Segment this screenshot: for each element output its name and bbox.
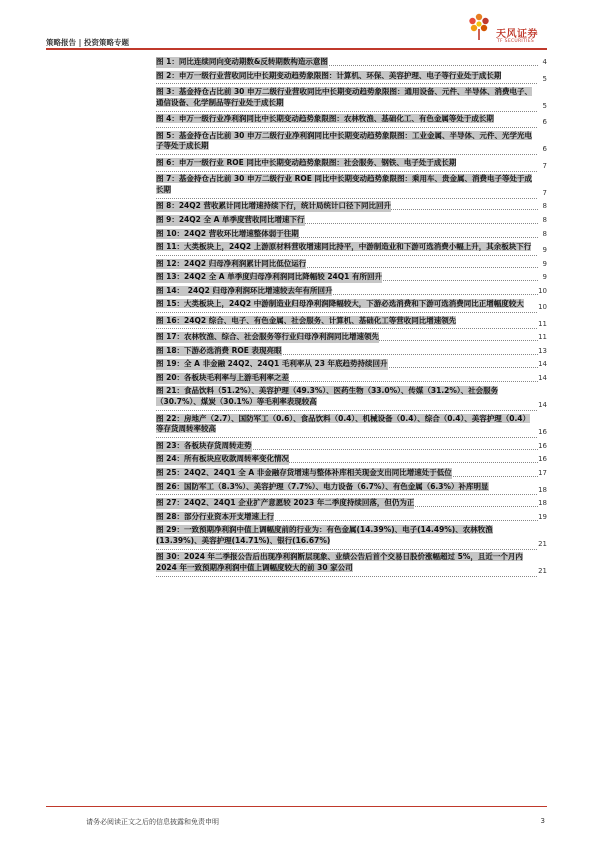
toc-entry[interactable] — [156, 414, 547, 439]
flower-logo-icon — [466, 12, 492, 42]
toc-entry[interactable] — [156, 272, 547, 283]
footer-rule — [46, 806, 547, 807]
header-rule — [46, 48, 547, 50]
toc-entry-page: 16 — [538, 428, 547, 437]
toc-entry-title: 图 12：24Q2 归母净利润累计同比低位运行 — [156, 258, 307, 268]
toc-entry-title: 图 10：24Q2 营收环比增速整体弱于往期 — [156, 228, 299, 238]
toc-entry-title: 图 7：基金持仓占比前 30 申万二级行业 ROE 同比中长期变动趋势象限图：乘用车、贵金属、消费电子等处于成长期 — [156, 174, 532, 194]
toc-entry-title: 图 13：24Q2 全 A 单季度归母净利润同比降幅较 24Q1 有所回升 — [156, 272, 382, 282]
toc-entry-title: 图 20：各板块毛利率与上游毛利率之差 — [156, 372, 290, 382]
header-title: 策略报告 | 投资策略专题 — [46, 38, 129, 47]
toc-entry[interactable] — [156, 332, 547, 343]
toc-entry-title: 图 29：一致预期净利润中值上调幅度前的行业为：有色金属(14.39%)、电子(14.49%)、农林牧渔(13.39%)、美容护理(14.71%)、银行(16.67%) — [156, 525, 493, 545]
toc-entry-page: 8 — [542, 202, 547, 211]
toc-entry-page: 7 — [542, 161, 547, 170]
page-number: 3 — [540, 817, 545, 825]
toc-entry-title: 图 15：大类板块上，24Q2 中游制造业归母净利润降幅较大，下游必选消费和下游可选消费同比正增幅度较大 — [156, 299, 524, 309]
toc-entry-title: 图 2：申万一级行业营收同比中长期变动趋势象限图：计算机、环保、美容护理、电子等行业处于成长期 — [156, 70, 502, 80]
dot-leader — [156, 148, 537, 155]
toc-entry-page: 19 — [538, 512, 547, 521]
toc-entry[interactable] — [156, 286, 547, 297]
toc-entry[interactable] — [156, 114, 547, 128]
toc-entry-title: 图 26：国防军工（8.3%）、美容护理（7.7%）、电力设备（6.7%）、有色金属（6.3%）补库明显 — [156, 481, 489, 491]
toc-entry[interactable] — [156, 174, 547, 199]
toc-entry[interactable] — [156, 131, 547, 156]
toc-entry-title: 图 6：申万一级行业 ROE 同比中长期变动趋势象限图：社会服务、钢铁、电子处于成长期 — [156, 157, 457, 167]
toc-entry[interactable] — [156, 359, 547, 370]
toc-entry-page: 16 — [538, 455, 547, 464]
toc-entry[interactable] — [156, 158, 547, 172]
toc-entry[interactable] — [156, 259, 547, 270]
toc-entry-page: 8 — [542, 215, 547, 224]
toc-entry-page: 10 — [538, 286, 547, 295]
figure-toc-list — [156, 57, 547, 580]
toc-entry[interactable] — [156, 454, 547, 465]
toc-entry[interactable] — [156, 552, 547, 577]
toc-entry-title: 图 14： 24Q2 归母净利润环比增速较去年有所回升 — [156, 285, 333, 295]
toc-entry-page: 9 — [542, 273, 547, 282]
toc-entry[interactable] — [156, 498, 547, 509]
toc-entry[interactable] — [156, 512, 547, 523]
logo-name-en: TF SECURITIES — [497, 39, 535, 44]
toc-entry[interactable] — [156, 229, 547, 240]
toc-entry-title: 图 27：24Q2、24Q1 企业扩产意愿较 2023 年二季度持续回落，但仍为正 — [156, 497, 415, 507]
toc-entry-page: 17 — [538, 469, 547, 477]
toc-entry-page: 10 — [538, 303, 547, 312]
toc-entry-title: 图 22：房地产（2.7）、国防军工（0.6）、食品饮料（0.4）、机械设备（0.4）、综合（0.4）、美容护理（0.4）等存货周转率较高 — [156, 413, 531, 434]
toc-entry[interactable] — [156, 215, 547, 226]
toc-entry[interactable] — [156, 525, 547, 550]
toc-entry-page: 8 — [542, 229, 547, 238]
toc-entry-page: 7 — [542, 188, 547, 197]
toc-entry-page: 9 — [542, 259, 547, 268]
toc-entry-page: 5 — [542, 101, 547, 110]
dot-leader — [156, 192, 537, 199]
toc-entry-title: 图 21：食品饮料（51.2%）、美容护理（49.3%）、医药生物（33.0%）、传媒（31.2%）、社会服务（30.7%）、煤炭（30.1%）等毛利率表现较高 — [156, 386, 499, 407]
toc-entry-title: 图 25：24Q2、24Q1 全 A 非金融存货增速与整体补库相关现金支出同比增速处于低位 — [156, 468, 452, 477]
toc-entry-page: 11 — [538, 333, 547, 342]
toc-entry-title: 图 5：基金持仓占比前 30 申万二级行业净利润同比中长期变动趋势象限图：工业金属、半导体、元件、光学光电子等处于成长期 — [156, 130, 532, 151]
toc-entry-title: 图 16：24Q2 综合、电子、有色金属、社会服务、计算机、基础化工等营收同比增速领先 — [156, 315, 457, 325]
toc-entry-title: 图 17：农林牧渔、综合、社会服务等行业归母净利润同比增速领先 — [156, 332, 380, 342]
toc-entry-page: 21 — [538, 539, 547, 548]
toc-entry-page: 11 — [538, 319, 547, 328]
company-logo — [466, 12, 556, 52]
disclaimer-note: 请务必阅读正文之后的信息披露和免责申明 — [86, 818, 219, 826]
toc-entry[interactable] — [156, 316, 547, 330]
toc-entry-title: 图 30：2024 年二季报公告后出现净利润断层现象、业绩公告后首个交易日股价涨幅超过 5%，且近一个月内 2024 年一致预期净利润中值上调幅度较大的前 30 家公司 — [156, 552, 523, 573]
toc-entry-page: 14 — [538, 373, 547, 382]
toc-entry-page: 18 — [538, 485, 547, 494]
toc-entry[interactable] — [156, 468, 547, 479]
toc-entry-title: 图 8：24Q2 营收累计同比增速持续下行，统计局统计口径下同比回升 — [156, 201, 391, 211]
logo-name-cn: 天风证券 — [496, 29, 538, 40]
toc-entry-title: 图 19：全 A 非金融 24Q2、24Q1 毛利率从 23 年底趋势持续回升 — [156, 359, 388, 369]
toc-entry[interactable] — [156, 441, 547, 452]
toc-entry-page: 14 — [538, 401, 547, 410]
toc-entry-title: 图 9：24Q2 全 A 单季度营收同比增速下行 — [156, 214, 305, 224]
toc-entry[interactable] — [156, 386, 547, 411]
toc-entry[interactable] — [156, 373, 547, 384]
toc-entry-title: 图 23：各板块存货周转走势 — [156, 440, 252, 450]
toc-entry-page: 13 — [538, 346, 547, 355]
toc-entry-page: 6 — [542, 118, 547, 127]
toc-entry[interactable] — [156, 482, 547, 496]
toc-entry-page: 14 — [538, 360, 547, 369]
toc-entry[interactable] — [156, 87, 547, 112]
toc-entry-title: 图 11：大类板块上，24Q2 上游原材料营收增速同比持平，中游制造业和下游可选消费小幅上升，其余板块下行 — [156, 242, 532, 252]
toc-entry[interactable] — [156, 299, 547, 313]
toc-entry-title: 图 3：基金持仓占比前 30 申万二级行业营收同比中长期变动趋势象限图：通用设备、元件、半导体、消费电子、通信设备、化学制品等行业处于成长期 — [156, 86, 532, 107]
toc-entry[interactable] — [156, 201, 547, 212]
toc-entry-title: 图 1：同比连续同向变动期数&反转期数构造示意图 — [156, 57, 328, 66]
toc-entry-page: 9 — [542, 246, 547, 255]
toc-entry-page: 21 — [538, 567, 547, 576]
toc-entry-page: 6 — [542, 145, 547, 154]
toc-entry-page: 4 — [542, 58, 547, 66]
toc-entry-page: 16 — [538, 441, 547, 450]
toc-entry-title: 图 24：所有板块应收款周转率变化情况 — [156, 454, 290, 464]
toc-entry-title: 图 28：部分行业资本开支增速上行 — [156, 511, 275, 521]
toc-entry-page: 5 — [542, 74, 547, 83]
toc-entry[interactable] — [156, 346, 547, 357]
toc-entry[interactable] — [156, 71, 547, 85]
toc-entry[interactable] — [156, 57, 547, 68]
toc-entry-title: 图 18：下游必选消费 ROE 表现亮眼 — [156, 345, 282, 355]
toc-entry[interactable] — [156, 242, 547, 256]
toc-entry-title: 图 4：申万一级行业净利润同比中长期变动趋势象限图：农林牧渔、基础化工、有色金属等处于成长期 — [156, 114, 494, 124]
toc-entry-page: 18 — [538, 498, 547, 507]
